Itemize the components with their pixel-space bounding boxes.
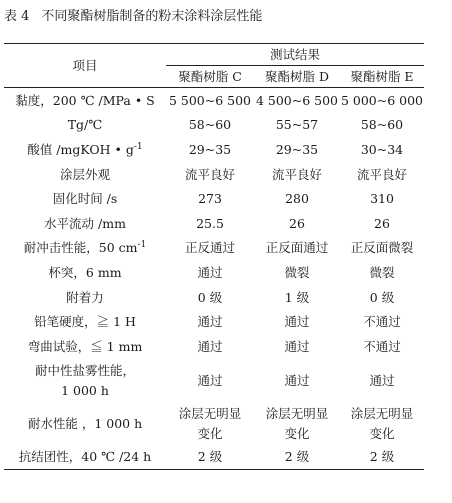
results-table	[4, 44, 424, 469]
table-cell: 微裂	[369, 264, 395, 280]
row-label-cupping: 杯突，6 mm	[48, 264, 122, 280]
table-cell: 29~35	[188, 141, 232, 157]
table-cell: 通过	[197, 264, 223, 280]
table-cell: 280	[285, 191, 309, 207]
table-cell: 273	[198, 191, 222, 207]
table-cell: 通过	[284, 338, 310, 354]
table-cell: 26	[289, 215, 305, 231]
row-label-impact-resistance	[4, 236, 166, 261]
results-table-wrapper	[4, 43, 424, 470]
row-label-water-resistance: 耐水性能 ，1 000 h	[27, 415, 143, 431]
table-row	[4, 236, 424, 261]
table-row	[4, 162, 424, 187]
table-number: 表 4	[4, 9, 30, 24]
table-row	[4, 137, 424, 162]
table-row	[4, 445, 424, 470]
table-row	[4, 402, 424, 445]
table-row	[4, 88, 424, 113]
table-cell: 流平良好	[271, 166, 322, 182]
cell-line: 变化	[369, 425, 395, 441]
table-cell: 5 500~6 500	[168, 92, 252, 108]
table-cell: 正反面微裂	[350, 240, 414, 256]
table-cell: 2 级	[369, 449, 395, 465]
table-cell: 0 级	[197, 289, 223, 305]
row-label-tg: Tg/℃	[67, 117, 103, 133]
table-row	[4, 260, 424, 285]
table-cell: 55~57	[275, 117, 319, 133]
row-label-viscosity: 黏度，200 ℃ /MPa • S	[15, 92, 155, 108]
cell-line: 涂层无明显	[350, 405, 414, 421]
table-cell: 通过	[284, 372, 310, 388]
table-cell: 流平良好	[356, 166, 407, 182]
table-cell: 29~35	[275, 141, 319, 157]
column-header-resin-e: 聚酯树脂 E	[340, 66, 424, 88]
table-cell: 1 级	[284, 289, 310, 305]
table-row	[4, 309, 424, 334]
row-label-line: 1 000 h	[61, 382, 109, 398]
table-cell: 通过	[197, 314, 223, 330]
row-label-anti-caking: 抗结团性，40 ℃ /24 h	[18, 449, 152, 465]
table-cell: 310	[370, 191, 394, 207]
table-row	[4, 211, 424, 236]
item-column-header: 项目	[4, 44, 166, 88]
table-cell: 58~60	[360, 117, 404, 133]
cell-line: 变化	[197, 425, 223, 441]
table-cell: 流平良好	[184, 166, 235, 182]
table-cell: 0 级	[369, 289, 395, 305]
row-label-line: 耐中性盐雾性能，	[34, 362, 135, 378]
table-cell: 通过	[197, 338, 223, 354]
row-label-coating-appearance: 涂层外观	[59, 166, 110, 182]
table-cell: 26	[374, 215, 390, 231]
table-row	[4, 113, 424, 138]
table-cell: 58~60	[188, 117, 232, 133]
table-cell	[254, 402, 340, 445]
table-caption	[4, 9, 262, 25]
table-cell: 通过	[284, 314, 310, 330]
row-label-salt-spray	[4, 359, 166, 402]
unit-exponent: -1	[137, 240, 147, 251]
acid-value-label: 酸值 /mgKOH • $g^{-1}$	[27, 141, 143, 157]
table-cell: 5 000~6 000	[340, 92, 424, 108]
row-label-adhesion: 附着力	[66, 289, 104, 305]
table-title: 不同聚酯树脂制备的粉末涂料涂层性能	[41, 9, 263, 24]
column-header-resin-d: 聚酯树脂 D	[254, 66, 340, 88]
row-label-curing-time: 固化时间 /s	[52, 191, 118, 207]
table-cell: 4 500~6 500	[255, 92, 339, 108]
row-label-pencil-hardness: 铅笔硬度，≧ 1 H	[34, 314, 136, 330]
table-cell: 25.5	[196, 215, 224, 231]
table-cell	[340, 402, 424, 445]
row-label-horizontal-flow: 水平流动 /mm	[44, 215, 126, 231]
cell-line: 变化	[284, 425, 310, 441]
table-cell: 正反面通过	[265, 240, 329, 256]
table-row	[4, 334, 424, 359]
table-cell	[166, 402, 254, 445]
row-label-bending-test: 弯曲试验，≦ 1 mm	[27, 338, 143, 354]
cell-line: 涂层无明显	[178, 405, 242, 421]
unit-exponent: -1	[133, 141, 143, 152]
table-cell: 通过	[197, 372, 223, 388]
cell-line: 涂层无明显	[265, 405, 329, 421]
table-cell: 正反通过	[184, 240, 235, 256]
table-cell: 30~34	[360, 141, 404, 157]
table-cell: 2 级	[284, 449, 310, 465]
table-cell: 不通过	[363, 338, 401, 354]
row-label-acid-value	[4, 137, 166, 162]
table-row	[4, 359, 424, 402]
column-header-resin-c: 聚酯树脂 C	[166, 66, 254, 88]
table-cell: 2 级	[197, 449, 223, 465]
table-cell: 不通过	[363, 314, 401, 330]
impact-label: 耐冲击性能，50 $cm^{-1}$	[23, 240, 147, 256]
table-row	[4, 186, 424, 211]
table-cell: 通过	[369, 372, 395, 388]
test-results-header: 测试结果	[166, 44, 424, 66]
table-cell: 微裂	[284, 264, 310, 280]
table-row	[4, 285, 424, 310]
